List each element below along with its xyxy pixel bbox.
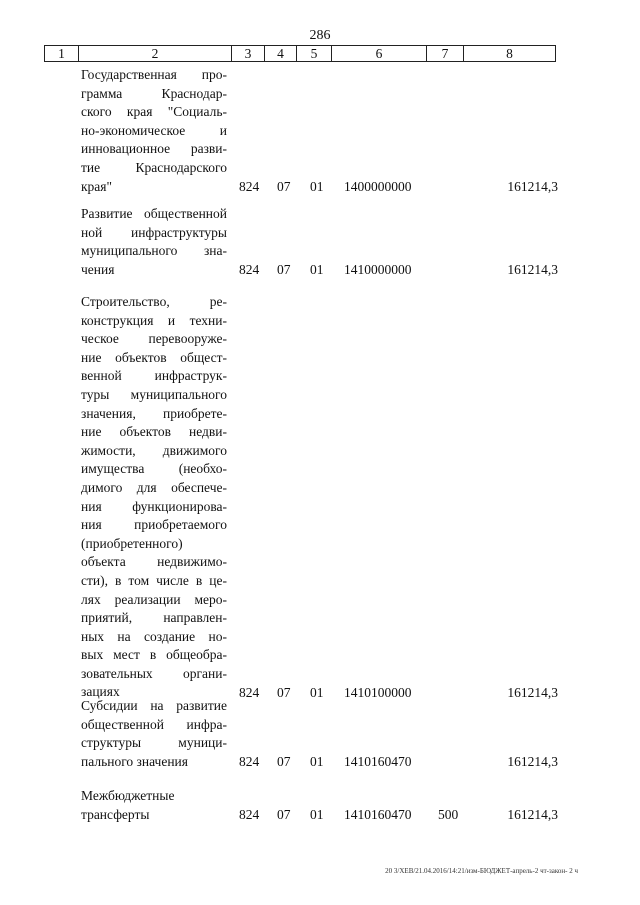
column-number-2: 2: [79, 46, 232, 62]
cell-col8: 161214,3: [507, 178, 558, 194]
cell-col5: 01: [310, 806, 324, 822]
cell-col5: 01: [310, 753, 324, 769]
column-number-3: 3: [232, 46, 265, 62]
column-header-table: [44, 45, 556, 62]
cell-col6: 1410000000: [344, 261, 412, 277]
column-number-6: 6: [332, 46, 427, 62]
description-line: туры муниципального: [81, 386, 227, 402]
cell-col8: 161214,3: [507, 753, 558, 769]
page-number: 286: [309, 28, 331, 43]
cell-col6: 1410160470: [344, 806, 412, 822]
description-line: приятий, направлен-: [81, 610, 227, 626]
description-line: структуры муници-: [81, 735, 227, 751]
description-line: вых мест в общеобра-: [81, 647, 227, 663]
cell-col8: 161214,3: [507, 806, 558, 822]
cell-col3: 824: [239, 753, 260, 769]
cell-col3: 824: [239, 261, 260, 277]
cell-col3: 824: [239, 684, 260, 700]
description-line: жимости, движимого: [81, 442, 227, 458]
description-line: тие Краснодарского: [81, 159, 227, 175]
description-line: инновационное разви-: [81, 141, 227, 157]
row-description: [81, 787, 227, 824]
description-line: зациях: [81, 684, 120, 700]
cell-col3: 824: [239, 178, 260, 194]
description-line: ной инфраструктуры: [81, 224, 227, 240]
description-line: значения, приобрете-: [81, 405, 227, 421]
description-line: ния приобретаемого: [81, 517, 227, 533]
description-line: края": [81, 178, 113, 194]
cell-col5: 01: [310, 684, 324, 700]
description-line: Государственная про-: [81, 67, 227, 82]
column-number-1: 1: [45, 46, 79, 62]
document-footer: 20 3/ХЕВ/21.04.2016/14:21/изм-БЮДЖЕТ-апрель-2 чт-закон- 2 ч: [385, 867, 578, 875]
description-line: муниципального зна-: [81, 243, 227, 259]
description-line: венной инфраструк-: [81, 368, 227, 384]
description-line: объекта недвижимо-: [81, 554, 227, 570]
cell-col4: 07: [277, 806, 291, 822]
description-line: сти), в том числе в це-: [81, 572, 227, 588]
description-line: ние объектов недви-: [81, 424, 227, 440]
row-description: [81, 205, 227, 279]
description-line: Межбюджетные: [81, 788, 175, 803]
cell-col8: 161214,3: [507, 684, 558, 700]
row-description: [81, 293, 227, 702]
cell-col4: 07: [277, 753, 291, 769]
row-description: [81, 697, 227, 771]
description-line: пального значения: [81, 753, 188, 769]
cell-col4: 07: [277, 684, 291, 700]
description-line: Строительство, ре-: [81, 294, 227, 309]
column-number-4: 4: [265, 46, 297, 62]
cell-col4: 07: [277, 178, 291, 194]
description-line: лях реализации меро-: [81, 591, 227, 607]
cell-col6: 1410160470: [344, 753, 412, 769]
description-line: ных на создание но-: [81, 628, 227, 644]
column-number-5: 5: [297, 46, 332, 62]
description-line: ние объектов общест-: [81, 349, 227, 365]
description-line: имущества (необхо-: [81, 461, 227, 477]
description-line: чения: [81, 261, 115, 277]
description-line: ния функционирова-: [81, 498, 227, 514]
description-line: общественной инфра-: [81, 716, 227, 732]
column-number-8: 8: [464, 46, 556, 62]
description-line: Развитие общественной: [81, 206, 227, 221]
description-line: (приобретенного): [81, 535, 183, 551]
description-line: конструкция и техни-: [81, 312, 227, 328]
cell-col8: 161214,3: [507, 261, 558, 277]
cell-col6: 1410100000: [344, 684, 412, 700]
cell-col6: 1400000000: [344, 178, 412, 194]
column-number-7: 7: [427, 46, 464, 62]
cell-col5: 01: [310, 261, 324, 277]
cell-col3: 824: [239, 806, 260, 822]
description-line: трансферты: [81, 806, 150, 822]
description-line: зовательных органи-: [81, 665, 227, 681]
cell-col5: 01: [310, 178, 324, 194]
description-line: грамма Краснодар-: [81, 85, 227, 101]
description-line: димого для обеспече-: [81, 479, 227, 495]
description-line: ского края "Социаль-: [81, 104, 227, 120]
description-line: ческое перевооруже-: [81, 331, 227, 347]
row-description: [81, 66, 227, 196]
description-line: но-экономическое и: [81, 122, 227, 138]
description-line: Субсидии на развитие: [81, 698, 227, 713]
cell-col7: 500: [438, 806, 459, 822]
cell-col4: 07: [277, 261, 291, 277]
